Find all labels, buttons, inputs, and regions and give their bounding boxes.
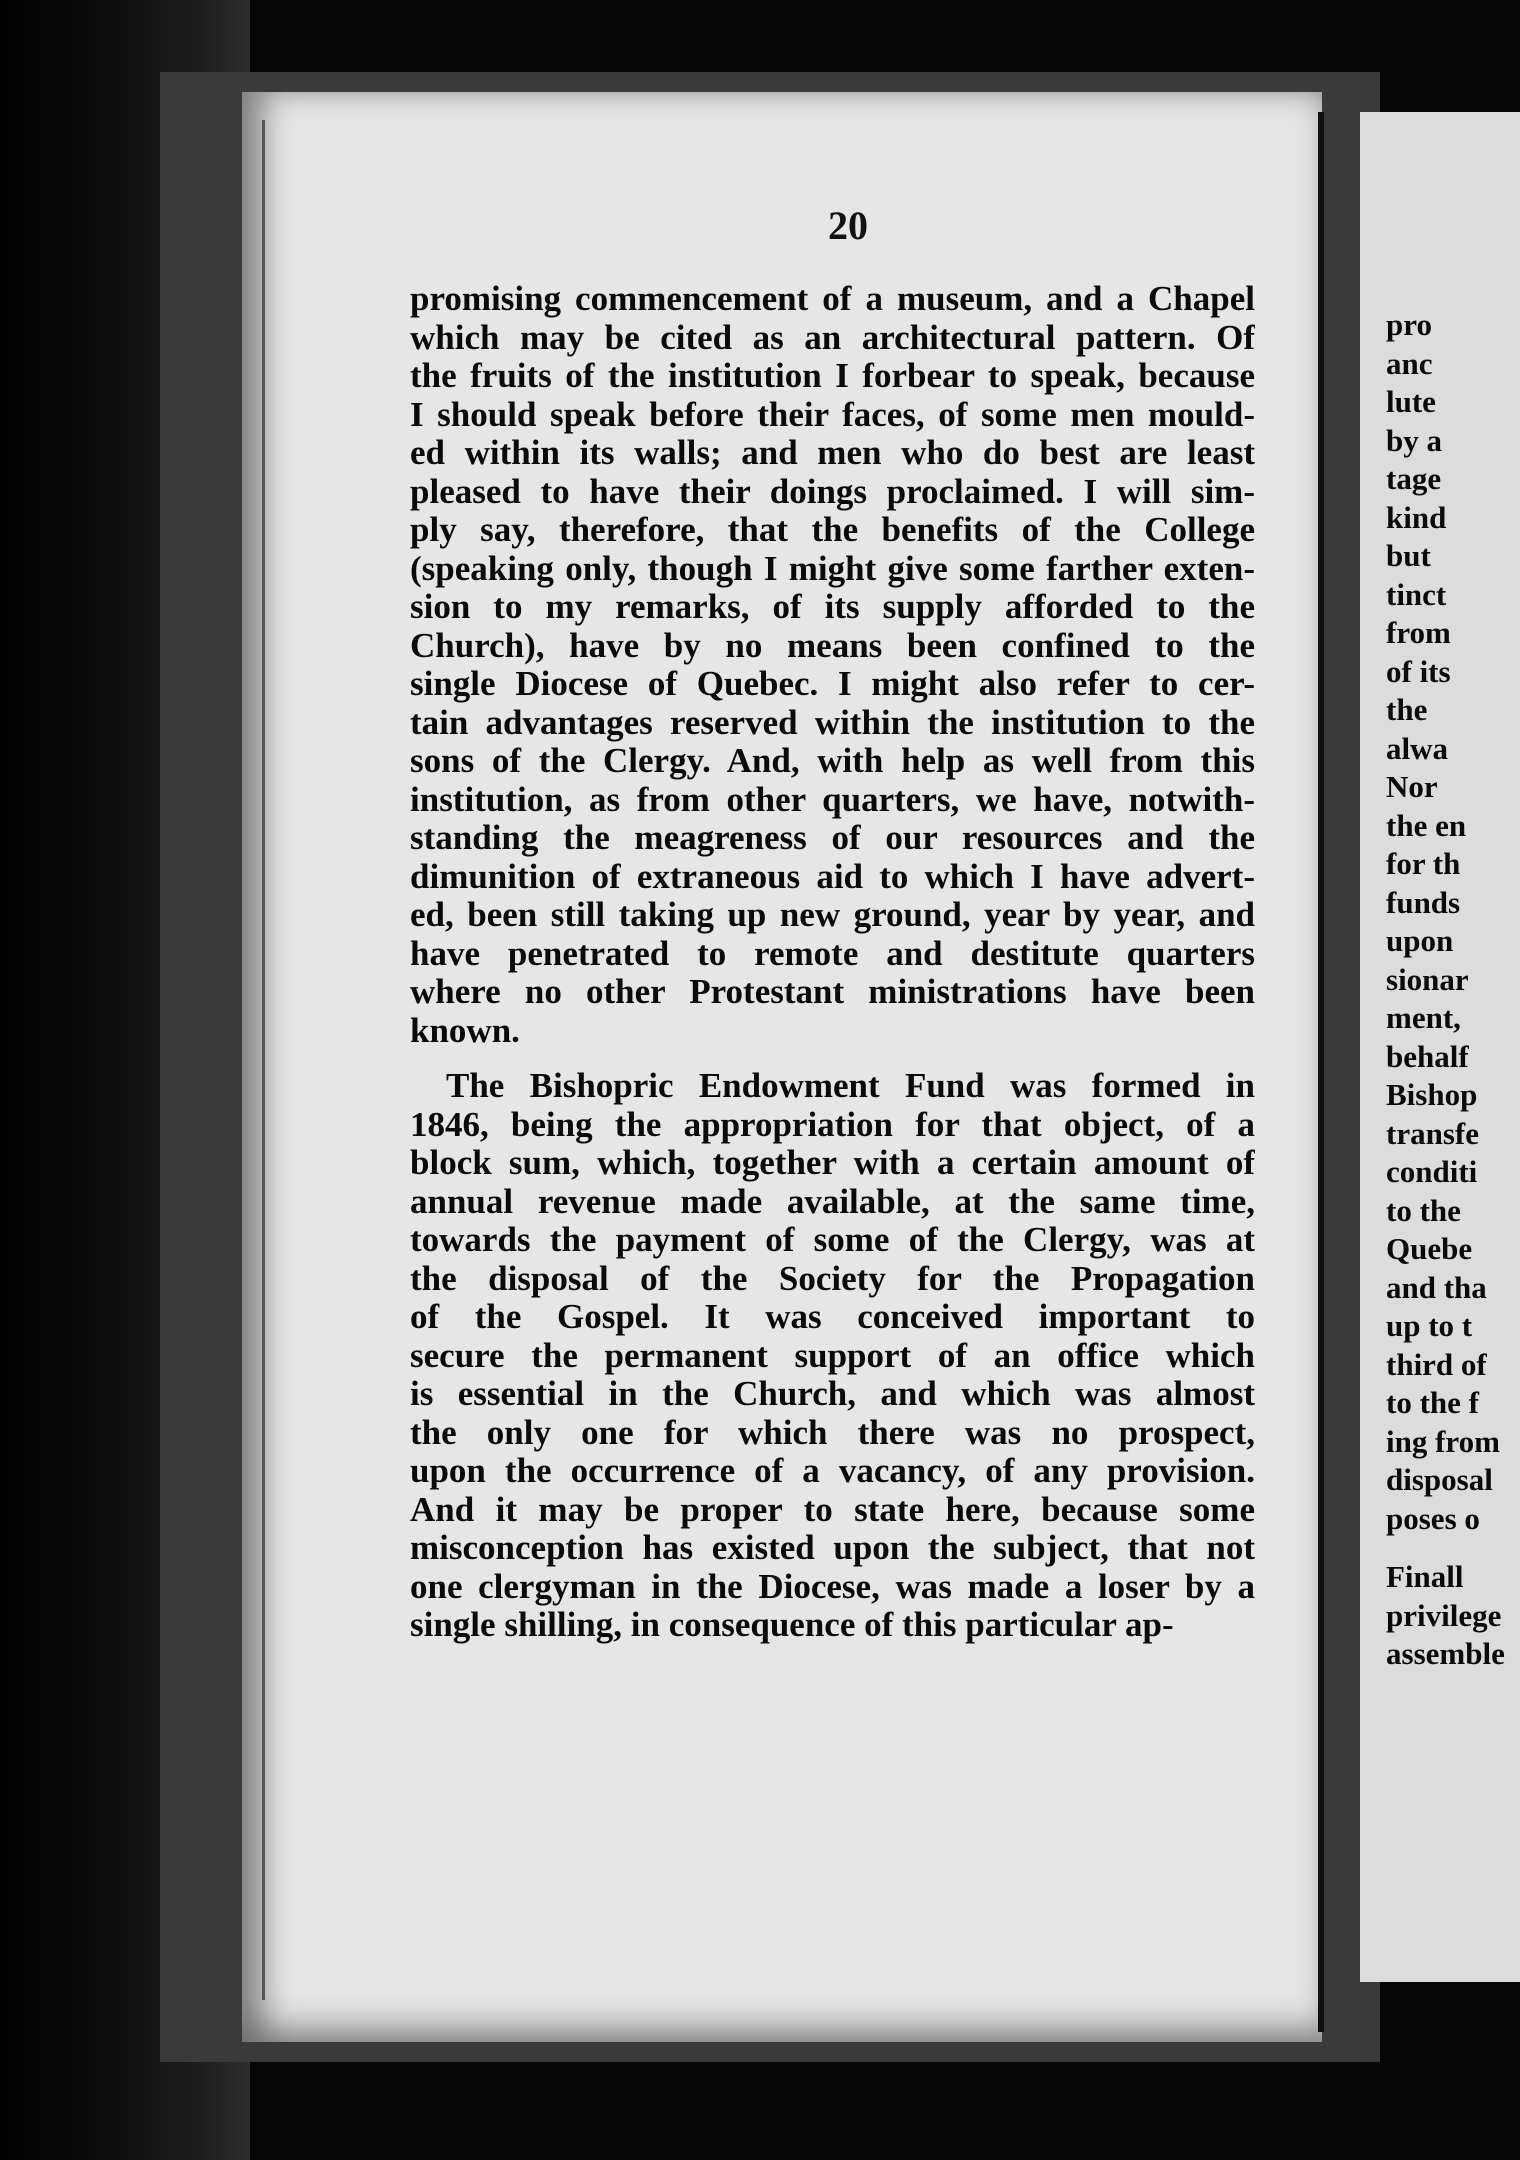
page-body-text (410, 280, 1255, 1645)
text-line: 1846, being the appropriation for that object, of a (410, 1105, 1255, 1144)
text-line: single Diocese of Quebec. I might also refer to cer- (410, 665, 1255, 703)
facing-page-fragment: anc (1386, 345, 1433, 381)
text-line: institution, as from other quarters, we have, notwith- (410, 780, 1255, 819)
text-line: towards the payment of some of the Clergy, was at (410, 1221, 1255, 1259)
facing-page-fragment: kind (1386, 499, 1447, 535)
text-line: upon the occurrence of a vacancy, of any provision. (410, 1452, 1255, 1490)
text-line: the fruits of the institution I forbear to speak, because (410, 357, 1255, 395)
facing-page-fragment: to the (1386, 1192, 1461, 1228)
text-line: standing the meagreness of our resources and the (410, 819, 1255, 857)
text-line: have penetrated to remote and destitute quarters (410, 934, 1255, 973)
facing-page-fragment: Quebe (1386, 1231, 1473, 1266)
facing-page-fragment: disposal (1386, 1462, 1493, 1497)
facing-page-text-fragments (1386, 306, 1520, 1674)
book-gutter (1318, 112, 1324, 2032)
text-line: where no other Protestant ministrations have been (410, 973, 1255, 1011)
text-line: sons of the Clergy. And, with help as well from this (410, 742, 1255, 780)
facing-page-fragment: Finall (1386, 1559, 1464, 1594)
facing-page-fragment: transfe (1386, 1115, 1479, 1151)
facing-page-fragment: pro (1386, 307, 1432, 342)
text-line: block sum, which, together with a certain amount of (410, 1144, 1255, 1182)
facing-page-fragment: ing from (1386, 1423, 1500, 1459)
facing-page-fragment: but (1386, 538, 1431, 573)
text-line: And it may be proper to state here, because some (410, 1490, 1255, 1529)
text-line: known. (410, 1011, 520, 1050)
text-line: dimunition of extraneous aid to which I have advert- (410, 857, 1255, 896)
facing-page-fragment: for th (1386, 846, 1461, 881)
text-line: the disposal of the Society for the Propagation (410, 1259, 1255, 1298)
text-line: ply say, therefore, that the benefits of the College (410, 511, 1255, 549)
text-line: promising commencement of a museum, and a Chapel (410, 280, 1255, 318)
text-line: annual revenue made available, at the same time, (410, 1182, 1255, 1221)
paragraph-gap (410, 1050, 1255, 1067)
facing-page-fragment: upon (1386, 923, 1454, 958)
facing-page-fragment: from (1386, 615, 1451, 650)
facing-page-fragment: ment, (1386, 1000, 1461, 1035)
facing-page-fragment: funds (1386, 884, 1461, 920)
text-line: which may be cited as an architectural pattern. Of (410, 318, 1255, 357)
facing-page-fragment: privilege (1386, 1597, 1502, 1633)
facing-page-fragment: alwa (1386, 730, 1448, 766)
text-line: one clergyman in the Diocese, was made a loser by a (410, 1567, 1255, 1606)
text-line: tain advantages reserved within the institution to the (410, 703, 1255, 742)
text-line: of the Gospel. It was conceived important to (410, 1298, 1255, 1336)
facing-page-fragment: assemble (1386, 1636, 1505, 1671)
facing-page-fragment: of its (1386, 653, 1451, 689)
text-line: secure the permanent support of an office which (410, 1336, 1255, 1375)
text-line: the only one for which there was no prospect, (410, 1413, 1255, 1452)
page-number (0, 202, 1520, 249)
facing-page-fragment: sionar (1386, 961, 1469, 997)
text-line: pleased to have their doings proclaimed. I will sim- (410, 472, 1255, 511)
text-line: I should speak before their faces, of some men mould- (410, 395, 1255, 434)
facing-page-fragment: lute (1386, 384, 1436, 419)
paragraph (410, 1067, 1255, 1645)
text-line: ed within its walls; and men who do best are least (410, 434, 1255, 472)
facing-page-fragment: Nor (1386, 769, 1438, 804)
facing-page-fragment: Bishop (1386, 1077, 1478, 1112)
text-line: is essential in the Church, and which was almost (410, 1375, 1255, 1413)
paragraph (410, 280, 1255, 1050)
facing-page-fragment: and tha (1386, 1269, 1487, 1305)
facing-page-fragment: the (1386, 692, 1428, 727)
facing-page-fragment: by a (1386, 422, 1442, 458)
facing-page-fragment: behalf (1386, 1038, 1469, 1074)
text-line: ed, been still taking up new ground, year by year, and (410, 896, 1255, 934)
facing-page-fragment: tinct (1386, 576, 1447, 612)
facing-page-fragment: up to t (1386, 1308, 1473, 1343)
page-number-text: 20 (828, 203, 868, 248)
paragraph-gap (1386, 1538, 1520, 1558)
text-line: Church), have by no means been confined to the (410, 626, 1255, 665)
text-line: misconception has existed upon the subject, that not (410, 1529, 1255, 1567)
text-line: single shilling, in consequence of this particular ap- (410, 1606, 1174, 1644)
facing-page-fragment: the en (1386, 807, 1467, 843)
facing-page-fragment: conditi (1386, 1154, 1478, 1189)
text-line: The Bishopric Endowment Fund was formed in (446, 1067, 1255, 1105)
page-margin-line (262, 120, 265, 2000)
facing-page-fragment: poses o (1386, 1500, 1480, 1536)
text-line: sion to my remarks, of its supply afforded to the (410, 588, 1255, 626)
facing-page-fragment: tage (1386, 461, 1442, 496)
text-line: (speaking only, though I might give some farther exten- (410, 549, 1255, 588)
facing-page-fragment: third of (1386, 1346, 1487, 1382)
facing-page-fragment: to the f (1386, 1385, 1479, 1420)
